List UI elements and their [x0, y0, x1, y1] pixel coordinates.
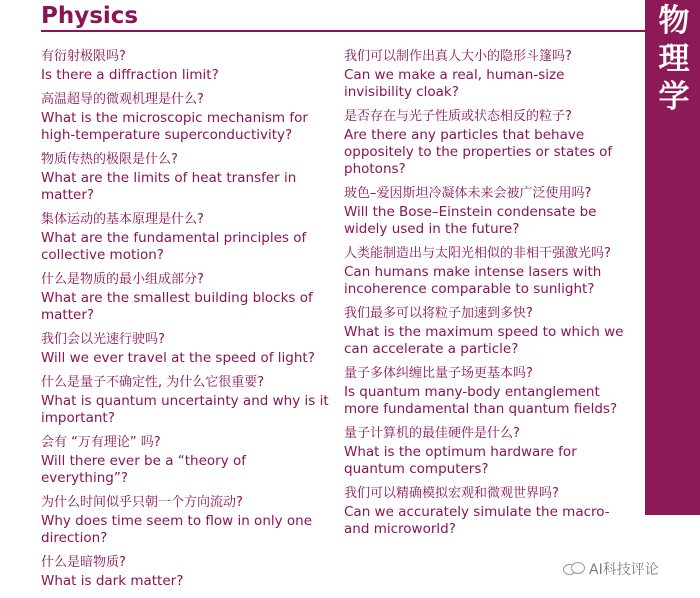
question-en: What is the microscopic mechanism for high-temperature superconductivity? — [41, 110, 308, 143]
question-zh: 什么是量子不确定性, 为什么它很重要? — [41, 375, 265, 390]
question-en: What is the optimum hardware for quantum computers? — [344, 444, 577, 477]
question-zh: 高温超导的微观机理是什么? — [41, 92, 204, 107]
question-en: Is there a diffraction limit? — [41, 67, 219, 83]
question-zh: 玻色–爱因斯坦冷凝体未来会被广泛使用吗? — [344, 186, 592, 201]
question-item — [344, 305, 634, 358]
question-en: What is quantum uncertainty and why is it important? — [41, 393, 329, 426]
question-zh: 是否存在与光子性质或状态相反的粒子? — [344, 109, 572, 124]
question-item — [41, 374, 337, 427]
question-zh: 会有 “万有理论” 吗? — [41, 435, 161, 450]
title-divider — [41, 30, 647, 32]
question-item — [344, 245, 634, 298]
question-item — [41, 48, 337, 84]
left-question-column — [41, 48, 337, 597]
question-item — [41, 554, 337, 590]
right-question-column — [344, 48, 634, 545]
question-item — [41, 91, 337, 144]
question-item — [344, 425, 634, 478]
watermark — [563, 559, 659, 579]
question-en: Can humans make intense lasers with incoherence comparable to sunlight? — [344, 264, 602, 297]
question-en: Will we ever travel at the speed of light? — [41, 350, 315, 366]
question-item — [41, 434, 337, 487]
question-en: What are the fundamental principles of collective motion? — [41, 230, 307, 263]
question-en: Is quantum many-body entanglement more fundamental than quantum fields? — [344, 384, 618, 417]
question-item — [344, 365, 634, 418]
question-item — [41, 271, 337, 324]
question-zh: 为什么时间似乎只朝一个方向流动? — [41, 495, 243, 510]
page-title: Physics — [41, 3, 139, 29]
question-zh: 量子计算机的最佳硬件是什么? — [344, 426, 520, 441]
question-item — [344, 185, 634, 238]
question-zh: 集体运动的基本原理是什么? — [41, 212, 204, 227]
question-en: Can we accurately simulate the macro- and microworld? — [344, 504, 610, 537]
watermark-text: AI科技评论 — [589, 562, 659, 578]
question-zh: 我们最多可以将粒子加速到多快? — [344, 306, 533, 321]
question-item — [344, 48, 634, 101]
question-en: Will there ever be a “theory of everything”? — [41, 453, 247, 486]
section-tab-char: 理 — [658, 41, 690, 77]
question-item — [41, 211, 337, 264]
question-zh: 什么是物质的最小组成部分? — [41, 272, 204, 287]
section-tab-label — [652, 2, 696, 116]
section-tab-char: 学 — [658, 79, 690, 115]
question-en: Are there any particles that behave oppositely to the properties or states of photons? — [344, 127, 613, 177]
question-zh: 人类能制造出与太阳光相似的非相干强激光吗? — [344, 246, 611, 261]
question-zh: 物质传热的极限是什么? — [41, 152, 178, 167]
question-en: What is the maximum speed to which we can accelerate a particle? — [344, 324, 624, 357]
question-item — [41, 494, 337, 547]
question-zh: 我们可以精确模拟宏观和微观世界吗? — [344, 486, 559, 501]
question-en: What is dark matter? — [41, 573, 184, 589]
question-zh: 有衍射极限吗? — [41, 49, 126, 64]
question-item — [41, 331, 337, 367]
question-zh: 量子多体纠缠比量子场更基本吗? — [344, 366, 533, 381]
question-zh: 我们可以制作出真人大小的隐形斗篷吗? — [344, 49, 572, 64]
question-en: Why does time seem to flow in only one direction? — [41, 513, 313, 546]
wechat-icon — [563, 562, 585, 576]
section-tab-char: 物 — [658, 3, 690, 39]
question-item — [41, 151, 337, 204]
question-item — [344, 485, 634, 538]
question-en: What are the smallest building blocks of matter? — [41, 290, 313, 323]
question-en: What are the limits of heat transfer in matter? — [41, 170, 297, 203]
question-zh: 什么是暗物质? — [41, 555, 126, 570]
question-zh: 我们会以光速行驶吗? — [41, 332, 165, 347]
question-item — [344, 108, 634, 178]
question-en: Can we make a real, human-size invisibility cloak? — [344, 67, 565, 100]
question-en: Will the Bose–Einstein condensate be widely used in the future? — [344, 204, 597, 237]
